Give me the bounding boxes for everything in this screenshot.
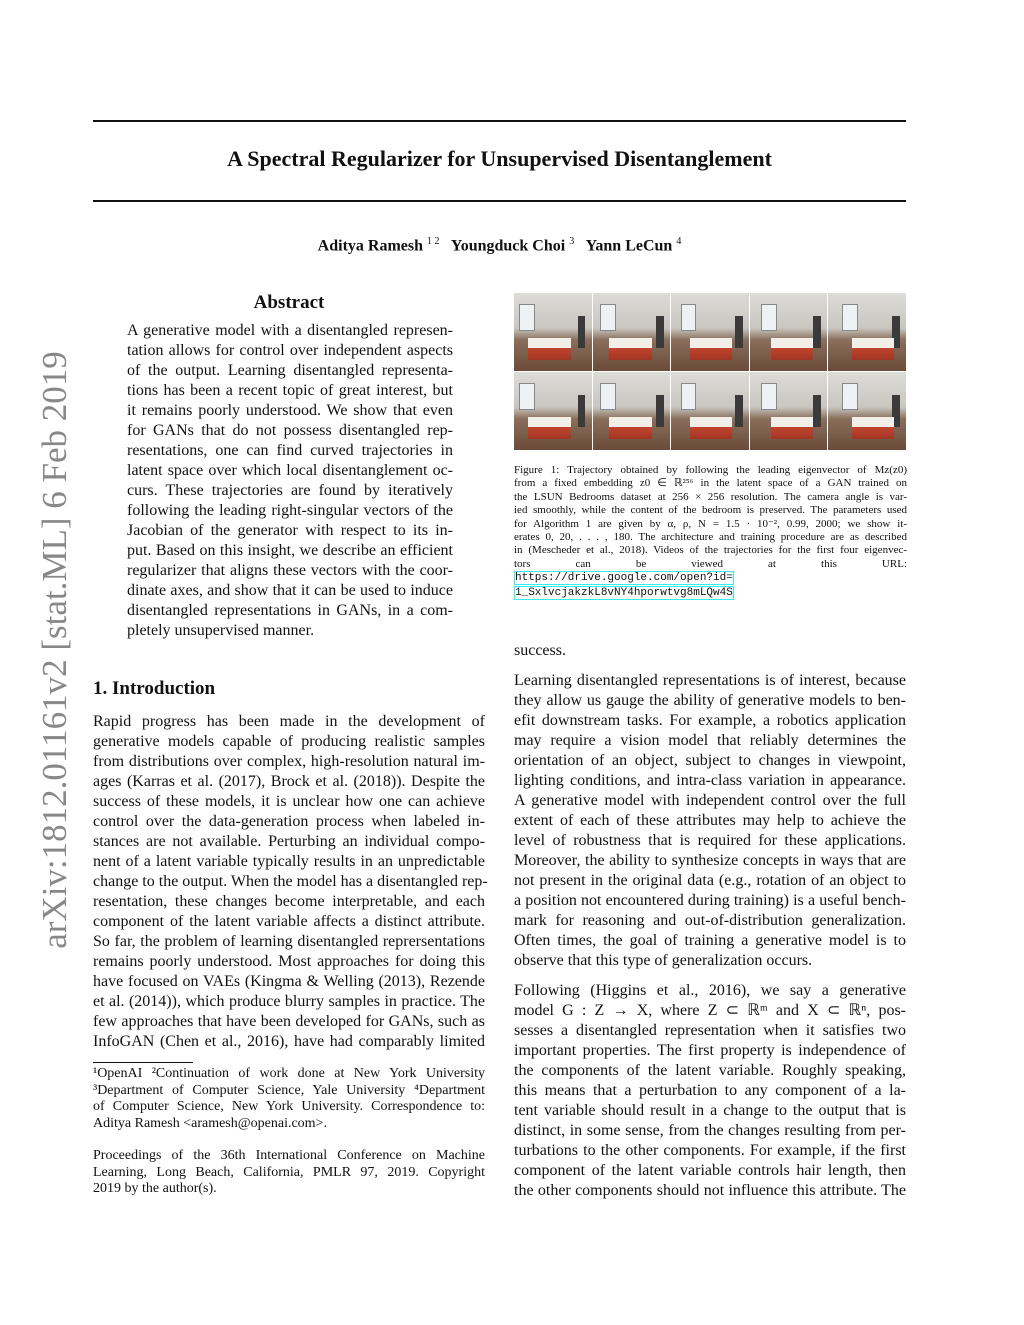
continuation-text: success. xyxy=(514,642,566,659)
text-line: it remains poorly understood. We show that even xyxy=(127,402,453,419)
trajectory-image xyxy=(514,293,592,371)
text-line: pletely unsupervised manner. xyxy=(127,622,315,639)
text-line: curs. These trajectories are found by iteratively xyxy=(127,482,453,499)
text-line: regularizer that aligns these vectors with the coor- xyxy=(127,562,453,579)
text-line: dinate axes, and show that it can be used to induce xyxy=(127,582,453,599)
text-line: efit downstream tasks. For example, a robotics application xyxy=(514,712,906,729)
text-line: observe that this type of generalization occurs. xyxy=(514,952,813,969)
paragraph xyxy=(514,671,906,971)
text-line: Figure 1: Trajectory obtained by following the leading eigenvector of Mz(z0) xyxy=(514,464,907,476)
text-line: turbations to the other components. For example, if the first xyxy=(514,1142,906,1159)
text-line: the other components should not influence this attribute. The xyxy=(514,1182,906,1199)
text-line: A generative model with a disentangled represen- xyxy=(127,322,453,339)
text-line: InfoGAN (Chen et al., 2016), have had comparably limited xyxy=(93,1033,485,1050)
arxiv-identifier: arXiv:1812.01161v2 [stat.ML] 6 Feb 2019 xyxy=(35,351,74,949)
text-line: latent space over which local disentanglement oc- xyxy=(127,462,453,479)
text-line: stances are not available. Perturbing an individual compo- xyxy=(93,833,485,850)
text-line: a position not encountered during training) is a useful bench- xyxy=(514,892,906,909)
text-line: Often times, the goal of training a generative model is to xyxy=(514,932,906,949)
intro-body xyxy=(93,712,488,1052)
text-line: model G : Z → X, where Z ⊂ ℝᵐ and X ⊂ ℝⁿ, pos- xyxy=(514,1002,906,1019)
text-line: control over the data-generation process when labeled in- xyxy=(93,813,485,830)
text-line: following the leading right-singular vectors of the xyxy=(127,502,453,519)
text-line: from a fixed embedding z0 ∈ ℝ²⁵⁶ in the latent space of a GAN trained on xyxy=(514,477,907,490)
text-line: the components of the latent variable. Roughly speaking, xyxy=(514,1062,906,1079)
author-list: Aditya Ramesh $^{1 2}$ Youngduck Choi $^3$ Yann LeCun $^4$ xyxy=(317,236,682,255)
trajectory-image xyxy=(750,293,828,371)
text-line: the LSUN Bedrooms dataset at 256 × 256 resolution. The camera angle is var- xyxy=(514,490,907,503)
text-line: lighting conditions, and intra-class variation in appearance. xyxy=(514,772,906,789)
text-line: resentation, these changes become interpretable, and each xyxy=(93,893,485,910)
text-line: have focused on VAEs (Kingma & Welling (2013), Rezende xyxy=(93,973,485,990)
text-line: from distributions over complex, high-resolution natural im- xyxy=(93,753,485,770)
trajectory-image xyxy=(750,372,828,450)
text-line: for Algorithm 1 are given by α, ρ, N = 1.5 · 10⁻², 0.99, 2000; we show it- xyxy=(514,517,907,530)
text-line: et al. (2014)), which produce blurry samples in practice. The xyxy=(93,993,485,1010)
text-line: put. Based on this insight, we describe an efficient xyxy=(127,542,453,559)
top-rule xyxy=(93,120,906,122)
text-line: for GANs that do not possess disentangled rep- xyxy=(127,422,453,439)
trajectory-image xyxy=(671,293,749,371)
text-line: erates 0, 20, . . . , 180. The architecture and training procedure are as described xyxy=(514,531,907,544)
text-line: resentations, one can find curved trajectories in xyxy=(127,442,453,459)
text-line: remains poorly understood. Most approaches for doing this xyxy=(93,953,485,970)
text-line: ¹OpenAI ²Continuation of work done at New York University xyxy=(93,1066,485,1081)
text-line: Learning disentangled representations is of interest, because xyxy=(514,672,906,689)
text-line: disentangled representations in GANs, in a com- xyxy=(127,602,453,619)
trajectory-image xyxy=(828,293,906,371)
author-name: Yann LeCun xyxy=(585,237,673,255)
text-line: orientation of an object, subject to changes in viewpoint, xyxy=(514,752,906,769)
title-rule xyxy=(93,200,906,202)
text-line: change to the output. When the model has a disentangled rep- xyxy=(93,873,488,890)
text-line: So far, the problem of learning disentangled reprersentations xyxy=(93,933,485,950)
text-line: this means that a perturbation to any component of a la- xyxy=(514,1082,906,1099)
text-line: Aditya Ramesh <aramesh@openai.com>. xyxy=(93,1115,327,1131)
text-line: Following (Higgins et al., 2016), we say a generative xyxy=(514,982,906,999)
text-line: component of the latent variable controls hair length, then xyxy=(514,1162,906,1179)
text-line: Moreover, the ability to synthesize concepts in ways that are xyxy=(514,852,906,869)
text-line: in (Mescheder et al., 2018). Videos of the trajectories for the first four eigenvec- xyxy=(514,544,907,557)
text-line: 2019 by the author(s). xyxy=(93,1181,217,1196)
text-line: extent of each of these attributes may help to achieve the xyxy=(514,812,906,829)
figure-caption xyxy=(514,464,907,600)
text-line: ³Department of Computer Science, Yale University ⁴Department xyxy=(93,1082,485,1098)
text-line: success of these models, it is unclear how one can achieve xyxy=(93,793,485,810)
paragraph xyxy=(514,981,906,1201)
trajectory-image xyxy=(671,372,749,450)
text-line: sesses a disentangled representation when it satisfies two xyxy=(514,1022,906,1039)
text-line: tation allows for control over independent aspects xyxy=(127,342,453,359)
text-line: tent variable should result in a change to the output that is xyxy=(514,1102,906,1119)
trajectory-image xyxy=(514,372,592,450)
section-heading: 1. Introduction xyxy=(93,678,216,699)
footnote-rule xyxy=(93,1062,193,1063)
text-line: of Computer Science, New York University. Correspondence to: xyxy=(93,1099,485,1114)
text-line: tions has been a recent topic of great interest, but xyxy=(127,382,453,399)
trajectory-image xyxy=(593,372,671,450)
video-link[interactable]: 1_SxlvcjakzkL8vNY4hporwtvg8mLQw4S xyxy=(515,586,733,599)
text-line: Proceedings of the 36th International Conference on Machine xyxy=(93,1148,485,1163)
paper-title: A Spectral Regularizer for Unsupervised Disentanglement xyxy=(227,146,772,171)
text-line: Rapid progress has been made in the development of xyxy=(93,713,485,730)
figure-trajectory-images xyxy=(514,293,906,450)
footnotes xyxy=(93,1066,485,1198)
text-line: nent of a latent variable typically results in an unpredictable xyxy=(93,853,485,870)
text-line: level of robustness that is required for these applications. xyxy=(514,832,906,849)
text-line: few approaches that have been developed for GANs, such as xyxy=(93,1013,485,1030)
text-line: tors can be viewed at this URL: xyxy=(514,557,907,570)
text-line: distinct, in some sense, from the changes resulting from per- xyxy=(514,1122,906,1139)
text-line: mark for reasoning and out-of-distribution generalization. xyxy=(514,912,906,929)
text-line: generative models capable of producing realistic samples xyxy=(93,733,485,750)
text-line: Learning, Long Beach, California, PMLR 97, 2019. Copyright xyxy=(93,1164,485,1180)
video-link[interactable]: https://drive.google.com/open?id= xyxy=(515,572,733,585)
text-line: Jacobian of the generator with respect to its in- xyxy=(127,522,453,539)
text-line: important properties. The first property is independence of xyxy=(514,1042,906,1059)
text-line: of the output. Learning disentangled representa- xyxy=(127,362,453,379)
author-name: Aditya Ramesh xyxy=(317,237,424,255)
text-line: ied smoothly, while the content of the bedroom is preserved. The parameters used xyxy=(514,504,907,517)
trajectory-image xyxy=(593,293,671,371)
abstract-body xyxy=(127,321,453,641)
text-line: ages (Karras et al. (2017), Brock et al. (2018)). Despite the xyxy=(93,773,485,790)
trajectory-image xyxy=(828,372,906,450)
text-line: A generative model with independent control over the full xyxy=(514,792,906,809)
text-line: not present in the original data (e.g., rotation of an object to xyxy=(514,872,906,889)
text-line: component of the latent variable affects a distinct attribute. xyxy=(93,913,485,930)
author-name: Youngduck Choi xyxy=(450,237,566,255)
abstract-heading: Abstract xyxy=(253,292,325,313)
text-line: may require a vision model that reliably determines the xyxy=(514,732,906,749)
text-line: they allow us gauge the ability of generative models to ben- xyxy=(514,692,906,709)
